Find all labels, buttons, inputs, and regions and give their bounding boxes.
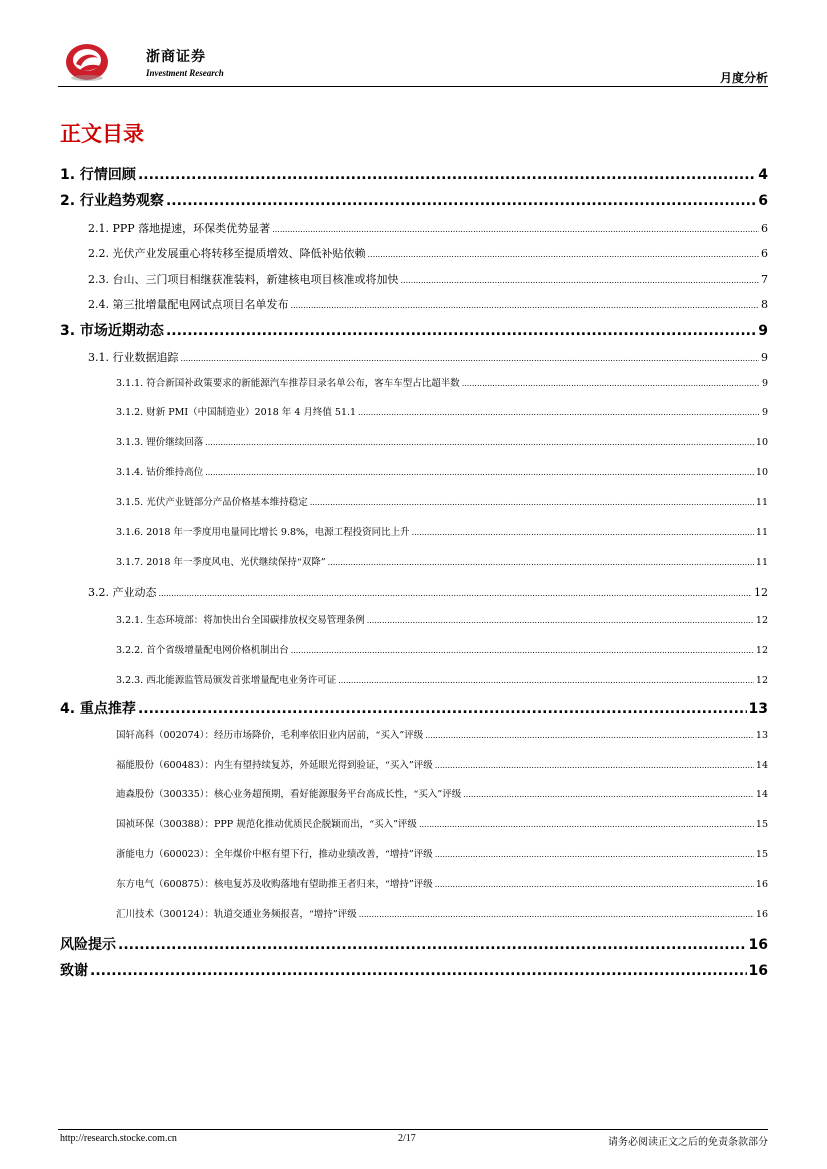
toc-entry-label: 3.1.3. 锂价继续回落 bbox=[116, 437, 204, 448]
document-type: 月度分析 bbox=[719, 71, 768, 85]
toc-entry-label: 风险提示 bbox=[60, 937, 116, 953]
toc-leader bbox=[272, 222, 759, 235]
toc-entry[interactable] bbox=[116, 816, 768, 830]
toc-entry-page: 14 bbox=[755, 760, 768, 771]
toc-entry-label: 浙能电力（600023）：全年煤价中枢有望下行，推动业绩改善，“增持”评级 bbox=[116, 849, 433, 860]
toc-entry-page: 11 bbox=[755, 527, 768, 538]
toc-entry[interactable] bbox=[116, 554, 768, 568]
toc-entry-page: 16 bbox=[755, 879, 768, 890]
toc-entry-page: 13 bbox=[748, 701, 768, 717]
toc-entry[interactable] bbox=[116, 404, 768, 418]
toc-entry-page: 11 bbox=[755, 557, 768, 568]
toc-entry[interactable] bbox=[88, 584, 768, 600]
toc-entry-page: 14 bbox=[755, 789, 768, 800]
toc-leader bbox=[435, 760, 754, 771]
disclaimer-note: 请务必阅读正文之后的免责条款部分 bbox=[608, 1137, 768, 1148]
toc-entry[interactable] bbox=[60, 190, 768, 210]
toc-entry-page: 12 bbox=[755, 615, 768, 626]
toc-entry-page: 16 bbox=[748, 963, 768, 979]
toc-leader bbox=[205, 467, 754, 478]
toc-leader bbox=[291, 298, 760, 311]
toc-entry[interactable] bbox=[60, 698, 768, 718]
toc-leader bbox=[159, 586, 753, 599]
toc-leader bbox=[291, 645, 754, 656]
toc-entry-page: 10 bbox=[755, 467, 768, 478]
toc-leader bbox=[138, 167, 756, 183]
toc-leader bbox=[181, 351, 760, 364]
toc-leader bbox=[419, 819, 754, 830]
toc-entry-label: 4. 重点推荐 bbox=[60, 701, 136, 717]
toc-leader bbox=[166, 323, 756, 339]
toc-entry-page: 11 bbox=[755, 497, 768, 508]
toc-leader bbox=[359, 909, 754, 920]
toc-leader bbox=[425, 730, 754, 741]
toc-entry-page: 16 bbox=[748, 937, 768, 953]
toc-leader bbox=[358, 407, 760, 418]
page-number: 2/17 bbox=[398, 1133, 416, 1144]
toc-entry-label: 2. 行业趋势观察 bbox=[60, 193, 164, 209]
toc-leader bbox=[118, 937, 747, 953]
toc-leader bbox=[463, 789, 754, 800]
toc-entry[interactable] bbox=[60, 320, 768, 340]
toc-entry[interactable] bbox=[116, 434, 768, 448]
toc-entry[interactable] bbox=[88, 220, 768, 236]
toc-entry-page: 6 bbox=[758, 193, 768, 209]
toc-entry-page: 12 bbox=[755, 675, 768, 686]
toc-entry-label: 2.1. PPP 落地提速，环保类优势显著 bbox=[88, 222, 271, 235]
toc-entry-label: 3.1.5. 光伏产业链部分产品价格基本维持稳定 bbox=[116, 497, 308, 508]
toc-entry[interactable] bbox=[88, 296, 768, 312]
toc-entry-page: 7 bbox=[761, 273, 768, 286]
toc-entry-label: 致谢 bbox=[60, 963, 88, 979]
toc-entry-label: 迪森股份（300335）：核心业务超预期，看好能源服务平台高成长性，“买入”评级 bbox=[116, 789, 462, 800]
toc-entry-page: 13 bbox=[755, 730, 768, 741]
toc-entry[interactable] bbox=[116, 464, 768, 478]
toc-entry[interactable] bbox=[116, 524, 768, 538]
toc-entry-label: 1. 行情回顾 bbox=[60, 167, 136, 183]
footer-divider bbox=[58, 1129, 768, 1130]
toc-entry-page: 12 bbox=[755, 645, 768, 656]
toc-entry-page: 15 bbox=[755, 819, 768, 830]
toc-entry[interactable] bbox=[116, 757, 768, 771]
toc-entry-label: 3.1.1. 符合新国补政策要求的新能源汽车推荐目录名单公布，客车车型占比超半数 bbox=[116, 378, 460, 389]
page-header bbox=[58, 38, 768, 88]
toc-entry[interactable] bbox=[88, 349, 768, 365]
toc-entry[interactable] bbox=[60, 164, 768, 184]
toc-entry[interactable] bbox=[116, 906, 768, 920]
toc-leader bbox=[435, 849, 754, 860]
toc-entry-page: 15 bbox=[755, 849, 768, 860]
toc-leader bbox=[367, 615, 754, 626]
toc-entry-label: 汇川技术（300124）：轨道交通业务频报喜，“增持”评级 bbox=[116, 909, 357, 920]
toc-entry-label: 2.3. 台山、三门项目相继获准装料，新建核电项目核准或将加快 bbox=[88, 273, 399, 286]
toc-entry[interactable] bbox=[60, 934, 768, 954]
toc-entry-label: 3.2. 产业动态 bbox=[88, 586, 157, 599]
toc-entry[interactable] bbox=[116, 494, 768, 508]
toc-entry-label: 3.2.3. 西北能源监管局颁发首张增量配电业务许可证 bbox=[116, 675, 337, 686]
toc-entry-label: 国祯环保（300388）：PPP 规范化推动优质民企脱颖而出，“买入”评级 bbox=[116, 819, 417, 830]
toc-entry-label: 3.1.6. 2018 年一季度用电量同比增长 9.8%，电源工程投资同比上升 bbox=[116, 527, 410, 538]
toc-entry-page: 6 bbox=[761, 247, 768, 260]
toc-entry[interactable] bbox=[116, 846, 768, 860]
toc-entry-label: 3.1.4. 钴价维持高位 bbox=[116, 467, 204, 478]
brand-name-cn: 浙商证券 bbox=[146, 49, 206, 65]
toc-entry-page: 6 bbox=[761, 222, 768, 235]
toc-entry-label: 2.2. 光伏产业发展重心将转移至提质增效、降低补贴依赖 bbox=[88, 247, 366, 260]
toc-entry-page: 9 bbox=[761, 351, 768, 364]
toc-entry-label: 东方电气（600875）：核电复苏及收购落地有望助推王者归来，“增持”评级 bbox=[116, 879, 433, 890]
toc-entry[interactable] bbox=[116, 786, 768, 800]
toc-entry[interactable] bbox=[88, 245, 768, 261]
toc-leader bbox=[138, 701, 747, 717]
toc-leader bbox=[205, 437, 754, 448]
zheshang-logo-icon bbox=[64, 40, 110, 82]
toc-entry-label: 3.2.1. 生态环境部：将加快出台全国碳排放权交易管理条例 bbox=[116, 615, 365, 626]
toc-leader bbox=[328, 557, 754, 568]
header-divider bbox=[58, 86, 768, 87]
toc-entry-label: 3. 市场近期动态 bbox=[60, 323, 164, 339]
toc-entry[interactable] bbox=[116, 612, 768, 626]
toc-entry-label: 2.4. 第三批增量配电网试点项目名单发布 bbox=[88, 298, 289, 311]
footer-url-link[interactable]: http://research.stocke.com.cn bbox=[60, 1133, 177, 1144]
toc-entry-label: 福能股份（600483）：内生有望持续复苏，外延眼光得到验证，“买入”评级 bbox=[116, 760, 433, 771]
toc-leader bbox=[338, 675, 754, 686]
toc-entry-label: 国轩高科（002074）：经历市场降价，毛利率依旧业内居前，“买入”评级 bbox=[116, 730, 424, 741]
toc-entry-label: 3.1. 行业数据追踪 bbox=[88, 351, 179, 364]
toc-leader bbox=[310, 497, 754, 508]
toc-entry-label: 3.1.7. 2018 年一季度风电、光伏继续保持“双降” bbox=[116, 557, 326, 568]
toc-entry-page: 16 bbox=[755, 909, 768, 920]
toc-entry-label: 3.2.2. 首个省级增量配电网价格机制出台 bbox=[116, 645, 289, 656]
toc-title: 正文目录 bbox=[60, 122, 144, 146]
toc-entry[interactable] bbox=[116, 642, 768, 656]
toc-entry-page: 9 bbox=[761, 378, 768, 389]
toc-entry[interactable] bbox=[116, 727, 768, 741]
toc-entry-label: 3.1.2. 财新 PMI（中国制造业）2018 年 4 月终值 51.1 bbox=[116, 407, 357, 418]
toc-entry[interactable] bbox=[116, 672, 768, 686]
toc-leader bbox=[412, 527, 754, 538]
toc-entry[interactable] bbox=[116, 375, 768, 389]
toc-entry-page: 4 bbox=[758, 167, 768, 183]
toc-entry-page: 12 bbox=[754, 586, 768, 599]
toc-leader bbox=[166, 193, 756, 209]
toc-leader bbox=[462, 378, 760, 389]
toc-leader bbox=[401, 273, 760, 286]
brand-name-en: Investment Research bbox=[146, 68, 224, 78]
toc-entry[interactable] bbox=[116, 876, 768, 890]
toc-leader bbox=[368, 247, 760, 260]
toc-entry-page: 10 bbox=[755, 437, 768, 448]
toc-entry[interactable] bbox=[60, 960, 768, 980]
toc-entry-page: 9 bbox=[758, 323, 768, 339]
toc-leader bbox=[435, 879, 754, 890]
toc-entry[interactable] bbox=[88, 271, 768, 287]
toc-entry-page: 8 bbox=[761, 298, 768, 311]
toc-entry-page: 9 bbox=[761, 407, 768, 418]
toc-leader bbox=[90, 963, 747, 979]
